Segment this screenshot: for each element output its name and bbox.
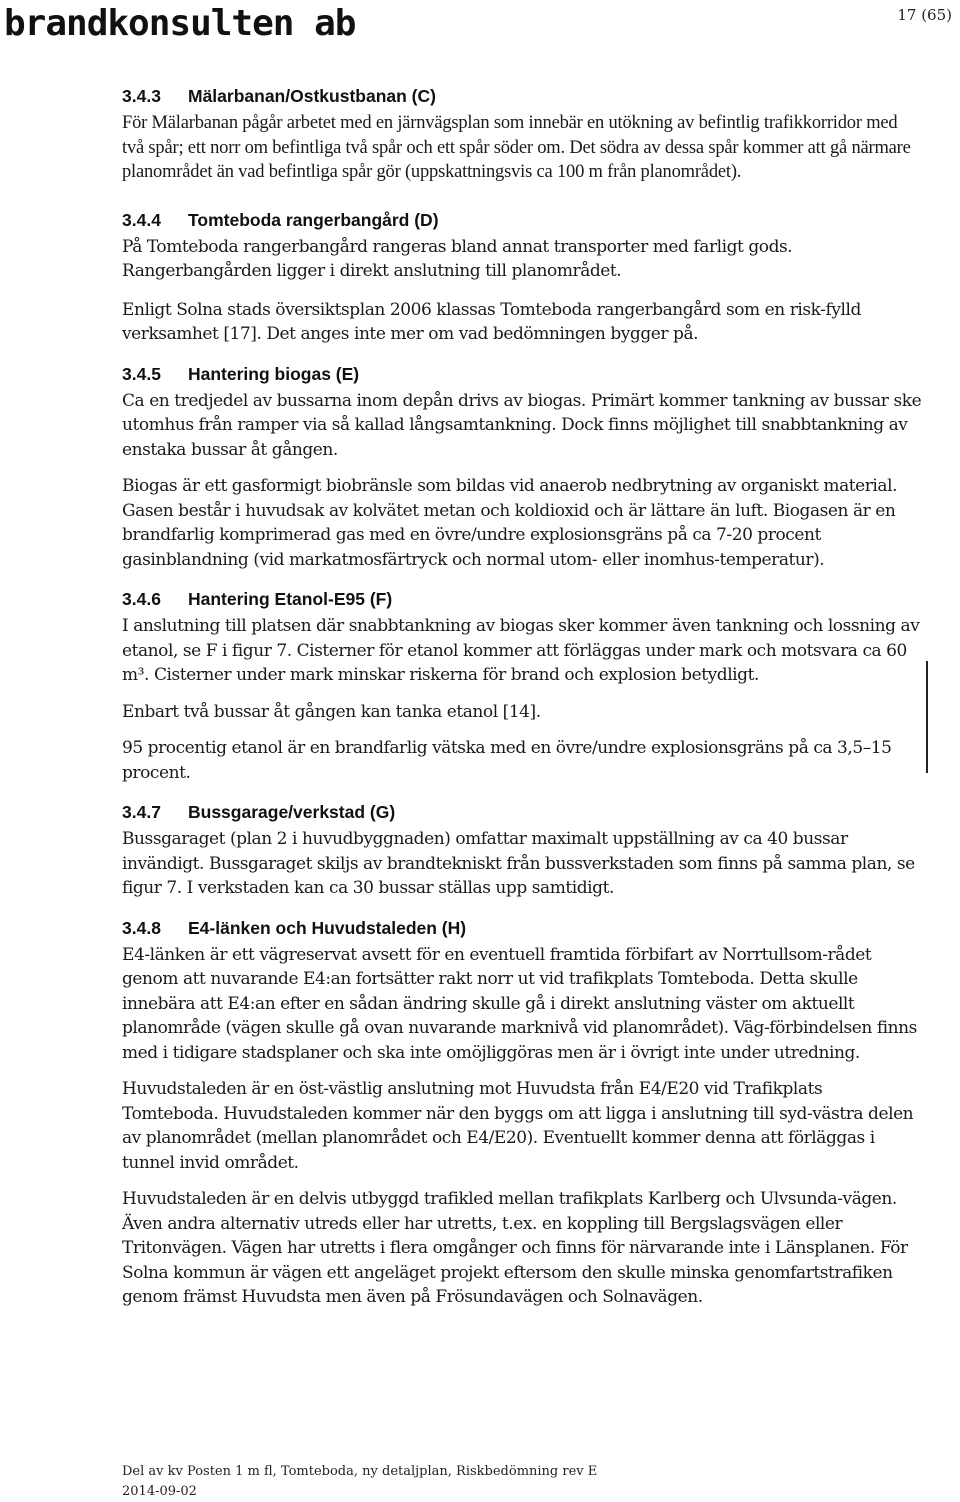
paragraph: I anslutning till platsen där snabbtankning av biogas sker kommer även tankning och lossning av etanol, se F i figur 7. Cisterner för etanol kommer att förläggas under mark och motsvara ca 60 m³. Cisterner under mark minskar riskerna för brand och explosion betydligt. (122, 616, 920, 685)
paragraph: Ca en tredjedel av bussarna inom depån drivs av biogas. Primärt kommer tankning av bussar ske utomhus från ramper via så kallad långsamtankning. Dock finns möjlighet till snabbtankning av enstaka bussar åt gången. (122, 390, 922, 460)
section-heading: 3.4.8 E4-länken och Huvudstaleden (H) (122, 917, 467, 938)
document-body (122, 85, 922, 1310)
paragraph: 95 procentig etanol är en brandfarlig vätska med en övre/undre explosionsgräns på ca 3,5–15 procent. (122, 738, 892, 783)
section-heading: 3.4.6 Hantering Etanol-E95 (F) (122, 589, 393, 609)
revision-change-bar (926, 661, 928, 773)
section-heading: 3.4.7 Bussgarage/verkstad (G) (122, 802, 396, 822)
page-footer (122, 1462, 597, 1502)
section-3-4-6 (122, 588, 922, 785)
paragraph: Enbart två bussar åt gången kan tanka etanol [14]. (122, 701, 541, 722)
section-heading: 3.4.3 Mälarbanan/Ostkustbanan (C) (122, 86, 436, 106)
paragraph: Huvudstaleden är en delvis utbyggd trafikled mellan trafikplats Karlberg och Ulvsunda-vägen. Även andra alternativ utreds eller har utretts, t.ex. en koppling till Bergslagsvägen eller Tritonvägen. Vägen har utretts i flera omgånger och finns för närvarande inte i Länsplanen. För Solna kommun är vägen ett angeläget projekt eftersom den skulle minska genomfartstrafiken genom främst Huvudsta men även på Frösundavägen och Solnavägen. (122, 1189, 908, 1307)
section-3-4-7 (122, 801, 922, 901)
page-number: 17 (65) (897, 6, 952, 24)
section-heading: 3.4.5 Hantering biogas (E) (122, 363, 360, 384)
paragraph: På Tomteboda rangerbangård rangeras bland annat transporter med farligt gods. Rangerbangården ligger i direkt anslutning till planområdet. (122, 236, 793, 281)
section-3-4-8 (122, 917, 922, 1310)
paragraph: Enligt Solna stads översiktsplan 2006 klassas Tomteboda rangerbangård som en risk-fylld verksamhet [17]. Det anges inte mer om vad bedömningen bygger på. (122, 299, 861, 344)
section-3-4-5 (122, 363, 922, 573)
section-3-4-3 (122, 85, 922, 185)
footer-document-title: Del av kv Posten 1 m fl, Tomteboda, ny detaljplan, Riskbedömning rev E (122, 1464, 598, 1479)
paragraph: E4-länken är ett vägreservat avsett för en eventuell framtida förbifart av Norrtullsom-rådet genom att nuvarande E4:an fortsätter rakt norr ut vid trafikplats Tomteboda. Detta skulle innebära att E4:an efter en sådan ändring skulle gå i direkt anslutning väster om aktuellt planområde (vägen skulle gå ovan nuvarande marknivå vid planområdet). Väg-förbindelsen finns med i tidigare stadsplaner och ska inte omöjliggöras men är i övrigt inte under utredning. (122, 944, 917, 1063)
paragraph: För Mälarbanan pågår arbetet med en järnvägsplan som innebär en utökning av befintlig trafikkorridor med två spår; ett norr om befintliga två spår och ett spår söder om. Det södra av dessa spår kommer att gå närmare planområdet än vad befintliga spår gör (uppskattningsvis ca 100 m från planområdet). (122, 113, 911, 182)
paragraph: Bussgaraget (plan 2 i huvudbyggnaden) omfattar maximalt uppställning av ca 40 bussar invändigt. Bussgaraget skiljs av brandtekniskt från bussverkstaden som finns på samma plan, se figur 7. I verkstaden kan ca 30 bussar ställas upp samtidigt. (122, 829, 915, 898)
paragraph: Biogas är ett gasformigt biobränsle som bildas vid anaerob nedbrytning av organiskt material. Gasen består i huvudsak av kolvätet metan och koldioxid och är lättare än luft. Biogasen är en brandfarlig komprimerad gas med en övre/undre explosionsgräns på ca 7-20 procent gasinblandning (vid markatmosfärtryck och normal utom- eller inomhus-temperatur). (122, 476, 898, 570)
paragraph: Huvudstaleden är en öst-västlig anslutning mot Huvudsta från E4/E20 vid Trafikplats Tomteboda. Huvudstaleden kommer när den byggs om att ligga i anslutning till syd-västra delen av planområdet (mellan planområdet och E4/E20). Eventuellt kommer denna att förläggas i tunnel invid området. (122, 1079, 914, 1173)
footer-date: 2014-09-02 (122, 1484, 197, 1499)
company-logo: brandkonsulten ab (4, 3, 356, 44)
section-3-4-4 (122, 209, 922, 347)
section-heading: 3.4.4 Tomteboda rangerbangård (D) (122, 209, 439, 230)
